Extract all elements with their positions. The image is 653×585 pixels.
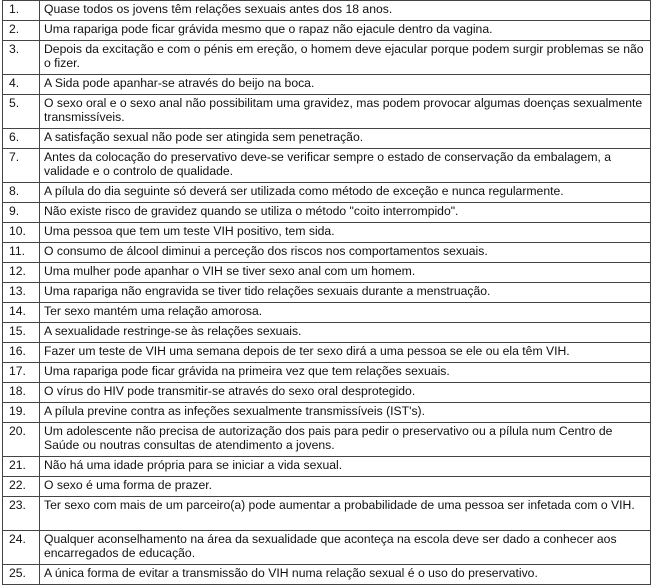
statement-text: Uma rapariga pode ficar grávida mesmo que o rapaz não ejacule dentro da vagina. [40,21,651,41]
statement-text: Qualquer aconselhamento na área da sexualidade que aconteça na escola deve ser dado a conhecer aos encarregados de educação. [40,531,651,565]
statement-text: O sexo é uma forma de prazer. [40,477,651,497]
statement-text: Uma rapariga pode ficar grávida na primeira vez que tem relações sexuais. [40,363,651,383]
statement-text: Quase todos os jovens têm relações sexuais antes dos 18 anos. [40,1,651,21]
table-row [3,95,651,129]
statement-number: 19. [3,403,40,423]
statement-number: 12. [3,263,40,283]
statement-text: A sexualidade restringe-se às relações sexuais. [40,323,651,343]
statement-number: 14. [3,303,40,323]
table-row [3,477,651,497]
table-row [3,323,651,343]
statement-number: 3. [3,41,40,75]
statement-text: A satisfação sexual não pode ser atingida sem penetração. [40,129,651,149]
statement-text: A pílula do dia seguinte só deverá ser utilizada como método de exceção e nunca regularmente. [40,183,651,203]
statements-table [2,0,651,585]
statement-text: A pílula previne contra as infeções sexualmente transmissíveis (IST's). [40,403,651,423]
statement-number: 10. [3,223,40,243]
statement-number: 13. [3,283,40,303]
statement-number: 11. [3,243,40,263]
table-row [3,21,651,41]
table-row [3,303,651,323]
statement-number: 6. [3,129,40,149]
statement-number: 4. [3,75,40,95]
statement-text: Depois da excitação e com o pénis em ereção, o homem deve ejacular porque podem surgir problemas se não o fizer. [40,41,651,75]
statement-text: Ter sexo com mais de um parceiro(a) pode aumentar a probabilidade de uma pessoa ser infetada com o VIH. [40,497,651,531]
table-row [3,149,651,183]
table-row [3,129,651,149]
table-row [3,283,651,303]
statement-number: 25. [3,565,40,585]
table-row [3,383,651,403]
table-row [3,1,651,21]
table-row [3,75,651,95]
table-row [3,497,651,531]
statement-text: Um adolescente não precisa de autorização dos pais para pedir o preservativo ou a pílula num Centro de Saúde ou noutras consultas de atendimento a jovens. [40,423,651,457]
statement-text: A Sida pode apanhar-se através do beijo na boca. [40,75,651,95]
statement-text: Uma mulher pode apanhar o VIH se tiver sexo anal com um homem. [40,263,651,283]
statement-number: 16. [3,343,40,363]
table-row [3,243,651,263]
table-row [3,363,651,383]
statement-text: O vírus do HIV pode transmitir-se através do sexo oral desprotegido. [40,383,651,403]
table-row [3,203,651,223]
table-row [3,263,651,283]
statement-text: O sexo oral e o sexo anal não possibilitam uma gravidez, mas podem provocar algumas doenças sexualmente transmissíveis. [40,95,651,129]
statement-text: Uma rapariga não engravida se tiver tido relações sexuais durante a menstruação. [40,283,651,303]
statement-number: 21. [3,457,40,477]
statement-number: 7. [3,149,40,183]
table-row [3,457,651,477]
statement-number: 5. [3,95,40,129]
statement-number: 23. [3,497,40,531]
statement-number: 24. [3,531,40,565]
statement-text: Ter sexo mantém uma relação amorosa. [40,303,651,323]
table-row [3,423,651,457]
statement-text: O consumo de álcool diminui a perceção dos riscos nos comportamentos sexuais. [40,243,651,263]
table-row [3,41,651,75]
statement-number: 18. [3,383,40,403]
statement-number: 15. [3,323,40,343]
statement-number: 2. [3,21,40,41]
statement-text: Não existe risco de gravidez quando se utiliza o método "coito interrompido". [40,203,651,223]
statement-number: 20. [3,423,40,457]
statements-table-body [3,1,651,585]
statement-text: A única forma de evitar a transmissão do VIH numa relação sexual é o uso do preservativo. [40,565,651,585]
statement-number: 8. [3,183,40,203]
statement-number: 9. [3,203,40,223]
statement-number: 22. [3,477,40,497]
table-row [3,223,651,243]
table-row [3,565,651,585]
statement-text: Uma pessoa que tem um teste VIH positivo, tem sida. [40,223,651,243]
table-row [3,531,651,565]
table-row [3,343,651,363]
table-row [3,183,651,203]
statement-text: Não há uma idade própria para se iniciar a vida sexual. [40,457,651,477]
statement-number: 17. [3,363,40,383]
statement-number: 1. [3,1,40,21]
table-row [3,403,651,423]
statement-text: Antes da colocação do preservativo deve-se verificar sempre o estado de conservação da embalagem, a validade e o controlo de qualidade. [40,149,651,183]
statement-text: Fazer um teste de VIH uma semana depois de ter sexo dirá a uma pessoa se ele ou ela têm VIH. [40,343,651,363]
